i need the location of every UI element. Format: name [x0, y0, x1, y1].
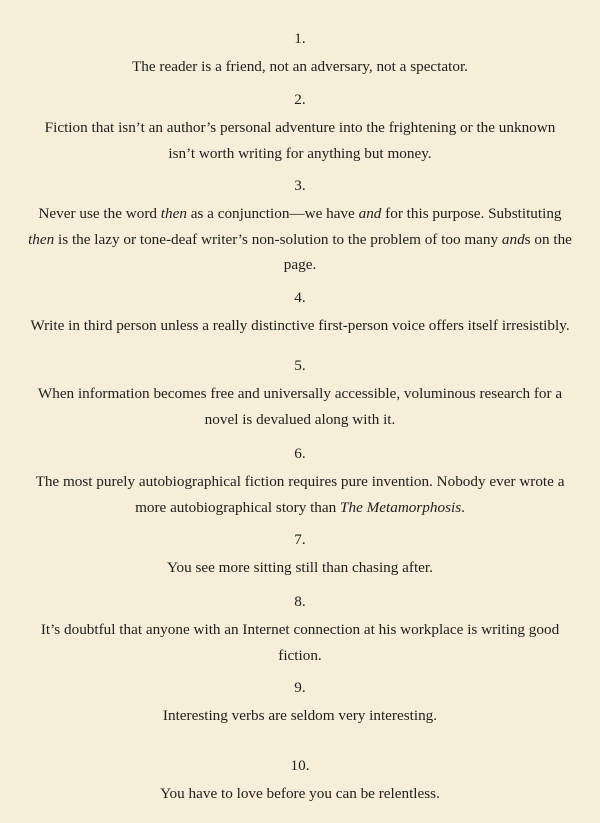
rule-8	[0, 592, 600, 668]
rule-text: You have to love before you can be relentless.	[160, 785, 440, 802]
rule-number: 6.	[294, 445, 306, 462]
rule-text: The reader is a friend, not an adversary, not a spectator.	[132, 58, 468, 75]
rule-text: You see more sitting still than chasing after.	[167, 559, 433, 576]
rule-7	[0, 530, 600, 581]
rule-5	[0, 356, 600, 432]
rule-text: It’s doubtful that anyone with an Internet connection at his workplace is writing good fiction.	[40, 621, 560, 664]
rule-number: 8.	[294, 593, 306, 610]
rule-4	[0, 288, 600, 339]
rule-9	[0, 678, 600, 729]
rule-number: 7.	[294, 531, 306, 548]
rule-text: Interesting verbs are seldom very interesting.	[162, 707, 438, 724]
rule-text: Fiction that isn’t an author’s personal adventure into the frightening or the unknown isn’t worth writing for anything but money.	[44, 119, 556, 162]
rule-10	[0, 756, 600, 807]
rule-number: 2.	[294, 91, 306, 108]
rule-3	[0, 176, 600, 278]
rule-text: Write in third person unless a really distinctive first-person voice offers itself irresistibly.	[30, 317, 570, 334]
rule-number: 10.	[290, 757, 310, 774]
rule-6	[0, 444, 600, 520]
rule-number: 9.	[294, 679, 306, 696]
rule-2	[0, 90, 600, 166]
rule-number: 4.	[294, 289, 306, 306]
rule-text: Never use the word then as a conjunction—we have and for this purpose. Substituting then is the lazy or tone-deaf writer’s non-solution to the problem of too many ands on the page.	[28, 205, 572, 273]
rule-number: 3.	[294, 177, 306, 194]
rule-number: 1.	[294, 30, 306, 47]
rule-text: When information becomes free and universally accessible, voluminous research for a novel is devalued along with it.	[37, 385, 563, 428]
rule-text: The most purely autobiographical fiction requires pure invention. Nobody ever wrote a more autobiographical story than The Metamorphosis.	[35, 473, 565, 516]
rule-number: 5.	[294, 357, 306, 374]
rule-1	[0, 29, 600, 80]
